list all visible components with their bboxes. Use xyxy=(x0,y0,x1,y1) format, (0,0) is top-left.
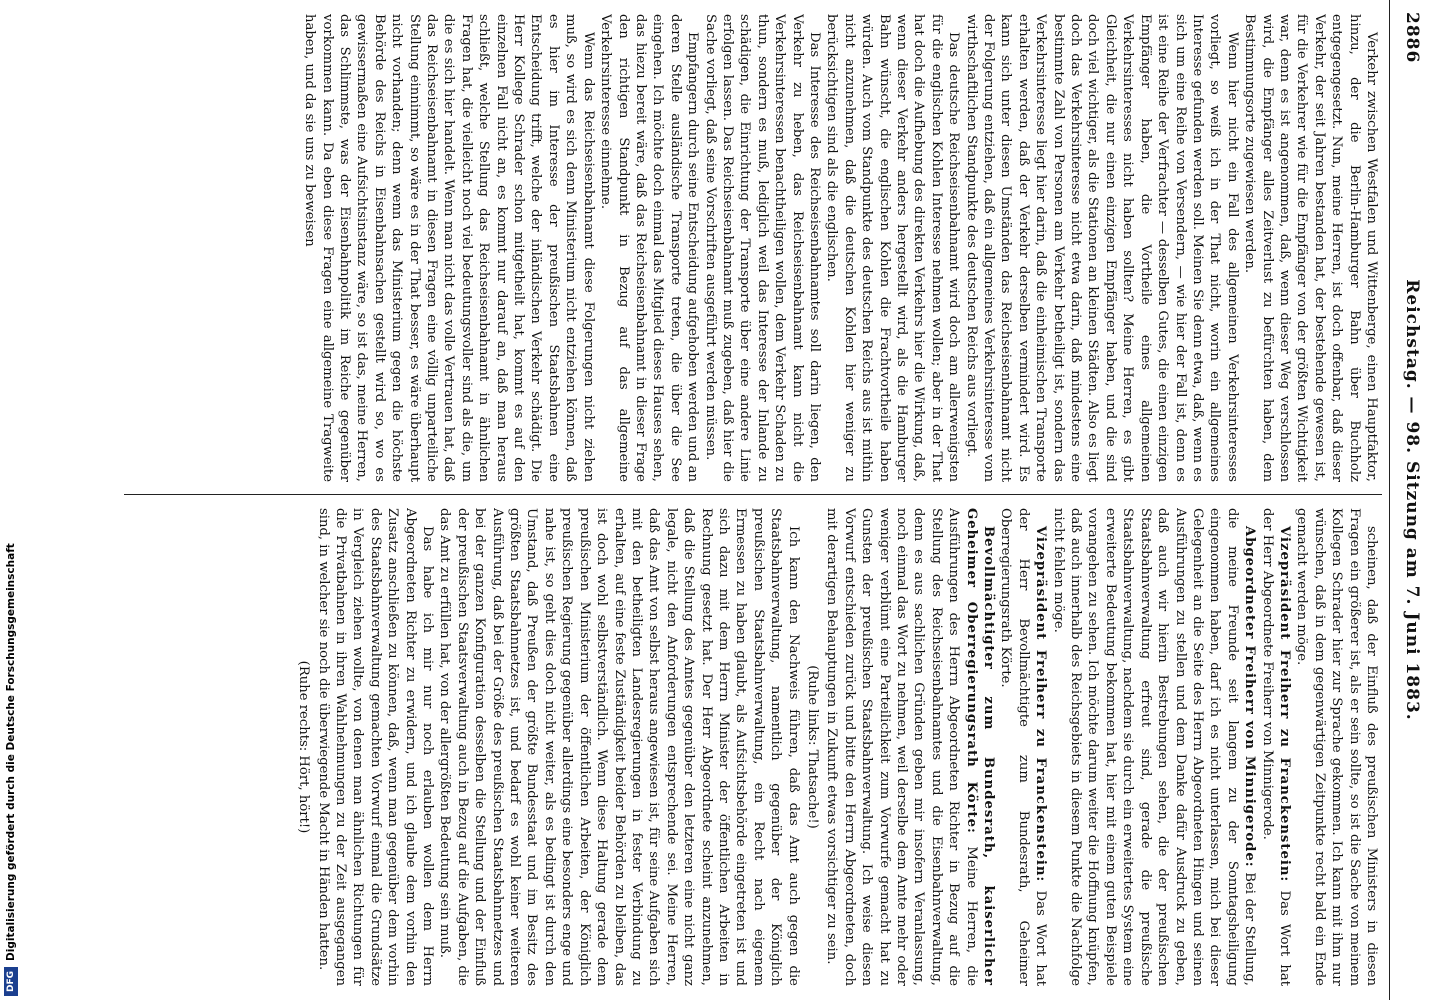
left-paragraph: Das Interesse des Reichseisenbahnamtes soll darin liegen, den Verkehr zu heben, das Reichseisenbahnamt kann nicht die Verkehrsinteressen benachtheiligen wollen, dem Verkehr Schaden zu thun, sondern es muß, lediglich weil das Interesse der Inlande zu schädigen, die Einrichtung der Transporte über eine andere Linie erfolgen lassen. Das Reichseisenbahnamt muß zugeben, daß hier die Sache vorliegt, daß seine Vorschriften ausgeführt werden müssen. xyxy=(702,14,822,482)
speech-paragraph xyxy=(1049,508,1258,986)
speech-paragraph xyxy=(823,508,997,986)
running-title: Reichstag. — 98. Sitzung am 7. Juni 1883. xyxy=(1402,279,1422,721)
speaker-name: Vizepräsident Freiherr zu Franckenstein: xyxy=(1276,526,1292,883)
digitization-credit-strip xyxy=(0,0,22,1000)
page-number: 2886 xyxy=(1402,12,1422,64)
digitization-credit-text: Digitalisierung gefördert durch die Deutsche Forschungsgemeinschaft xyxy=(5,543,17,961)
interjection: (Ruhe links: Thatsache!) xyxy=(805,665,820,829)
left-text-column xyxy=(130,14,1380,482)
digitization-credit xyxy=(2,543,20,996)
left-paragraph: Wenn das Reichseisenbahnamt diese Folgerungen nicht ziehen muß, so wird es sich denn Ministerium nicht entziehen können, daß es hier im Interesse der preußischen Staatsbahnen eine Entscheidung trifft, welche der inländischen Verkehr schädigt. Die Herr Kollege Schrader schon mitgetheilt hat, kommt es auf den einzelnen Fall nicht an, es kommt nur darauf an, daß man heraus schließt, welche Stellung das Reichseisenbahnamt in ähnlichen Fragen hat, die vielleicht noch viel bedeutungsvoller sind als die, um die es sich hier handelt. Wenn man nicht das volle Vertrauen hat, daß das Reichseisenbahnamt in diesen Fragen eine völlig unparteiliche Stellung einnimmt, so wäre es in der That besser, es wäre überhaupt nicht vorhanden; denn wenn das Ministerium gegen die höchste Behörde des Reichs in Eisenbahnsachen gestellt wird so, wo es gewissermaßen eine Aufsichtsinstanz wäre, so ist das, meine Herren, das Schlimmste, was der Eisenbahnpolitik im Reiche gegenüber vorkommen kann. Da eben diese Fragen eine allgemeine Tragweite haben, und da sie uns zu beweisen xyxy=(302,14,596,482)
speaker-name: Vizepräsident Freiherr zu Franckenstein: xyxy=(1033,526,1049,883)
speaker-name: Abgeordneter Freiherr von Minnigerode: xyxy=(1242,526,1258,868)
right-paragraph: Ich kann den Nachweis führen, daß das Amt auch gegen die Staatsbahnverwaltung, namentlich gegenüber der Königlich preußischen Staatsbahnverwaltung, ein Recht nach eigenem Ermessen zu haben glaubt, als Aufsichtsbehörde eingetreten ist und sich dazu mit dem Herrn Minister der öffentlichen Arbeiten in Rechnung gesetzt hat. Der Herr Abgeordnete scheint anzunehmen, daß die Stellung des Amtes gegenüber den letzteren eine nicht ganz legale, nicht den Anforderungen entsprechende sei. Meine Herren, daß das Amt von selbst heraus angewiesen ist, für seine Aufgaben sich mit den betheiligten Landesregierungen in fester Verbindung zu erhalten, auf eine feste Zuständigkeit beider Behörden zu bleiben, das ist doch wohl selbstverständlich. Wenn diese Haltung gerade dem preußischen Ministerium der öffentlichen Arbeiten, der Königlich preußischen Regierung gegenüber allerdings eine besonders enge und nahe ist, so geht dies doch nicht weiter, als es bedingt ist durch den Umstand, daß Preußen der größte Bundesstaat und im Besitz des größten Staatsbahnnetzes ist, und bedarf es wohl keiner weiteren Ausführung, daß bei der Größe des preußischen Staatsbahnnetzes und bei der ganzen Konfiguration desselben die Stellung und der Einfluß der preußischen Staatsverwaltung auch in Bezug auf die Aufgaben, die das Amt zu erfüllen hat, von der allergrößten Bedeutung sein muß. xyxy=(437,508,801,986)
page-header xyxy=(1389,0,1432,1000)
speech-text: Das Wort hat der Herr Abgeordnete Freiherr von Minnigerode. xyxy=(1259,508,1292,986)
left-paragraph: Verkehr zwischen Westfalen und Wittenberge, einen Hauptfaktor, hinzu, der die Berlin-Hamburger Bahn über Buchholz entgegengesetzt. Nun, meine Herren, ist doch offenbar, daß dieser Verkehr, der seit Jahren bestanden hat, der bestehende gewesen ist, für die Verkehrer wie für die Empfänger von der größten Wichtigkeit war, denn es ist angenommen, daß, wenn dieser Weg verschlossen wird, die Empfänger alles Zeitverlust zu befürchten haben, dem Bestimmungsorte zugewiesen werden. xyxy=(1242,14,1379,482)
left-paragraph: Wenn hier nicht ein Fall des allgemeinen Verkehrsinteresses vorliegt, so weiß ich in der That nicht, worin ein allgemeines Interesse gefunden werden soll. Meinen Sie denn etwa, daß, wenn es sich um eine Reihe von Versendern, — wie hier der Fall ist, denn es ist eine Reihe der Verfrachter — desselben Gutes, die einen einzigen Empfänger haben, die Vortheile eines allgemeinen Verkehrsinteresses nicht haben sollten? Meine Herren, es gibt Gleichheit, die nur einen einzigen Empfänger haben, und die sind doch viel wichtiger, als die Stationen an kleinen Städten. Also es liegt doch das Verkehrsinteresse nicht etwa darin, daß mindestens eine bestimmte Zahl von Personen am Verkehr betheiligt ist, sondern das Verkehrsinteresse liegt hier darin, daß die einheimischen Transporte erhalten werden, daß der Verkehr derselben vermindert wird. Es kann sich unter diesen Umständen das Reichseisenbahnamt nicht der Folgerung entziehen, daß ein allgemeines Verkehrsinteresse vom wirthschaftlichen Standpunkte des deutschen Reichs aus vorliegt. xyxy=(963,14,1240,482)
column-divider xyxy=(124,494,1382,495)
left-paragraph: Das deutsche Reichseisenbahnamt wird doch am allerwenigsten für die englischen Kohlen Interesse nehmen wollen; aber in der That hat doch die Aufhebung des direkten Verkehrs hier die Wirkung, daß, wenn dieser Verkehr anders hergestellt wird, als die Hamburger Bahn wünscht, die englischen Kohlen die Frachtvortheile haben würden. Auch vom Standpunkte des deutschen Reichs aus ist mithin nicht anzunehmen, daß die deutschen Kohlen hier weniger zu berücksichtigen sind als die englischen. xyxy=(824,14,962,482)
right-text-column xyxy=(130,508,1380,986)
speech-paragraph xyxy=(1258,508,1293,986)
scanned-page xyxy=(102,0,1432,1000)
speech-text: Das Wort hat der Herr Bevollmächtigte zum Bundesrath, Geheimer Oberregierungsrath Körte. xyxy=(998,508,1049,986)
speech-paragraph xyxy=(997,508,1049,986)
left-paragraph: Empfangern durch seine Entscheidung aufgehoben werden und an deren Stelle ausländische Transporte treten, die über die See eingehen. Ich möchte doch einmal das Mitglied dieses Hauses sehen, das hiezu bereit wäre, daß das Reichseisenbahnamt in dieser Frage den richtigen Standpunkt in Bezug auf das allgemeine Verkehrsinteresse einnehme. xyxy=(598,14,701,482)
speaker-name: Bevollmächtigter zum Bundesrath, kaiserlicher Geheimer Oberregierungsrath Körte: xyxy=(963,508,997,986)
speech-text: Bei der Stellung, die meine Freunde seit langem zu der Sonntagsheiligung eingenommen haben, darf ich es nicht unterlassen, mich bei dieser Gelegenheit an die Seite des Herrn Abgeordneten Hingen und seinen Ausführungen zu stellen und dem Danke dafür Ausdruck zu geben, daß auch wir hierin Bestrebungen sehen, die der preußischen Staatsbahnverwaltung erfreut sind, gerade die preußische Staatsbahnverwaltung, nachdem sie durch ein erweitertes System eine erweiterte Bedeutung bekommen hat, hier mit einem guten Beispiele vorangehen zu sehen. Ich möchte darum weiter die Hoffnung knüpfen, daß auch innerhalb des Reichsgebiets in diesem Punkte die Nachfolge nicht fehlen möge. xyxy=(1050,508,1258,986)
dfg-logo: DFG xyxy=(4,967,18,996)
speech-text: Meine Herren, die Ausführungen des Herrn Abgeordneten Richter in Bezug auf die Stellung des Reichseisenbahnamtes und die Eisenbahnverwaltung, denn es aus sachlichen Gründen geben mir insofern Veranlassung, noch einmal das Wort zu nehmen, weil derselbe dem Amte mehr oder weniger verblümt eine Parteilichkeit zum Vorwurfe gemacht hat zu Gunsten der preußischen Staatsbahnverwaltung. Ich weise diesen Vorwurf entschieden zurück und bitte den Herrn Abgeordneten, doch mit derartigen Behauptungen in Zukunft etwas vorsichtiger zu sein. xyxy=(824,508,979,986)
right-paragraph: scheinen, daß der Einfluß des preußischen Ministers in diesen Fragen ein größerer ist, als er sein sollte, so ist die Sache von meinem Kollegen Schrader hier zur Sprache gekommen. Ich kann mit ihm nur wünschen, daß in dem gegenwärtigen Zeitpunkte recht bald ein Ende gemacht werden möge. xyxy=(1294,508,1379,986)
interjection: (Ruhe rechts: Hört, hört!) xyxy=(296,660,312,834)
right-paragraph: Das habe ich mir nur noch erlauben wollen dem Herrn Abgeordneten Richter zu erwidern, und ich glaube dem vorhin den Zusatz anschließen zu können, daß, wenn man gegenüber dem vorhin des Staatsbahnverwaltung gemachten Vorwurf einmal die Grundsätze in Vergleich ziehen wollte, von denen man ähnlichen Richtungen für die Privatbahnen in ihren Wahlnehmungen zu der Zeit ausgegangen sind, in welcher sie noch die überwiegende Macht in Händen hatten. xyxy=(315,508,436,986)
